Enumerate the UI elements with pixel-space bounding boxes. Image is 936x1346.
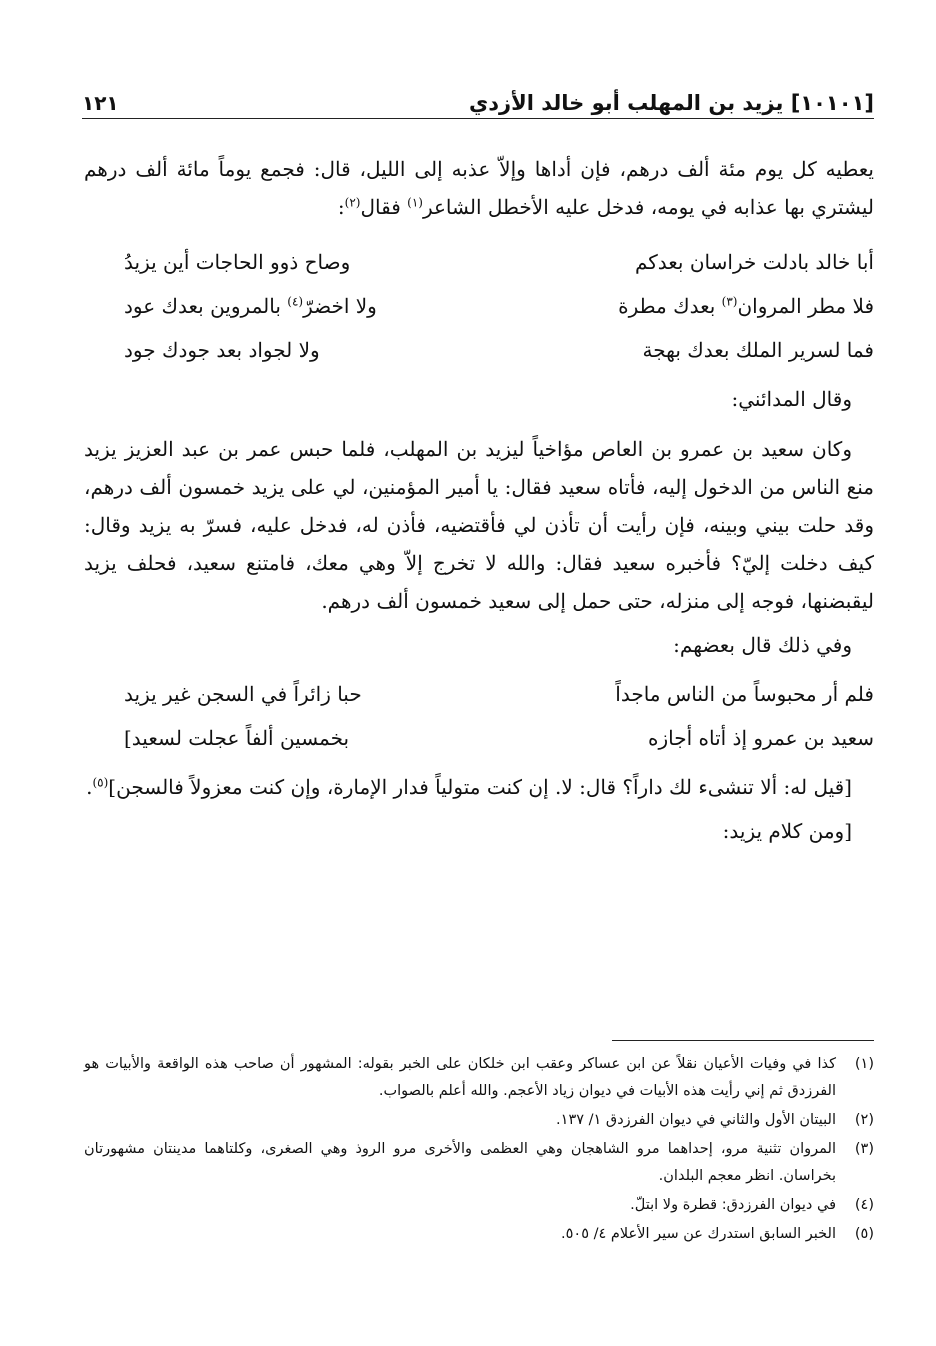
verse-text: بعدك مطرة bbox=[618, 294, 722, 318]
footnote-number: (٢) bbox=[854, 1112, 874, 1128]
footnote-ref: (٥) bbox=[92, 775, 109, 790]
footnote-divider bbox=[612, 1040, 874, 1041]
footnote-ref: (٣) bbox=[721, 294, 738, 309]
footnote-number: (٣) bbox=[854, 1141, 874, 1157]
verse-text: فلا مطر المروان bbox=[737, 294, 874, 318]
verse-line bbox=[84, 330, 874, 370]
footnote bbox=[84, 1107, 874, 1134]
footnote-ref: (٢) bbox=[344, 195, 361, 210]
page-number: ١٢١ bbox=[82, 91, 119, 115]
footnote-text: كذا في وفيات الأعيان نقلاً عن ابن عساكر وعقب ابن خلكان على الخبر بقوله: المشهور أن صاحب هذه الواقعة والأبيات هو الفرزدق ثم إني رأيت هذه الأبيات في ديوان زياد الأعجم. والله أعلم بالصواب. bbox=[84, 1056, 836, 1099]
footnote-number: (٥) bbox=[854, 1226, 874, 1242]
paragraph-text: فقال bbox=[360, 195, 408, 219]
verse-hemistich-second: ولا لجواد بعد جودك جود bbox=[124, 338, 320, 362]
verse-line bbox=[84, 286, 874, 326]
verse-line bbox=[84, 718, 874, 758]
verse-hemistich-first bbox=[544, 286, 874, 326]
paragraph-6: [ومن كلام يزيد: bbox=[722, 819, 852, 843]
header-title: [١٠١٠١] يزيد بن المهلب أبو خالد الأزدي bbox=[469, 91, 874, 115]
paragraph-3: وكان سعيد بن عمرو بن العاص مؤاخياً ليزيد بن المهلب، فلما حبس عمر بن عبد العزيز يزيد منع الناس من الدخول إليه، فأتاه سعيد فقال: يا أمير المؤمنين، لي على يزيد خمسون ألف درهم، وقد حلت بيني وبينه، فإن رأيت أن تأذن لي فأقتضيه، فأذن له، فدخل عليه، فسرّ به يزيد وقال: كيف دخلت إليّ؟ فأخبره سعيد فقال: والله لا تخرج إلاّ وهي معك، فامتنع سعيد، فحلف يزيد ليقبضنها، فوجه إلى منزله، حتى حمل إلى سعيد خمسون ألف درهم. bbox=[84, 437, 874, 613]
footnotes bbox=[84, 1040, 874, 1250]
verse-hemistich-second: حبا زائراً في السجن غير يزيد bbox=[124, 682, 362, 706]
footnote-text: البيتان الأول والثاني في ديوان الفرزدق ١/ ١٣٧. bbox=[556, 1112, 836, 1128]
footnote-number: (٤) bbox=[854, 1197, 874, 1213]
paragraph-text: : bbox=[337, 195, 345, 219]
verse-text: ولا اخضرّ bbox=[303, 294, 377, 318]
verse-hemistich-second: وصاح ذوو الحاجات أين يزيدُ bbox=[124, 250, 351, 274]
paragraph-text: يعطيه كل يوم مئة ألف درهم، فإن أداها وإلاّ عذبه إلى الليل، قال: فجمع يوماً مائة ألف درهم ليشتري بها عذابه في يومه، فدخل عليه الأخطل الشاعر bbox=[84, 157, 874, 219]
verse-hemistich-first: أبا خالد بادلت خراسان بعدكم bbox=[634, 250, 874, 274]
running-header bbox=[82, 82, 874, 119]
paragraph-text: [قيل له: ألا تنشىء لك داراً؟ قال: لا. إن كنت متولياً فدار الإمارة، وإن كنت معزولاً فالسجن] bbox=[108, 775, 852, 799]
footnote-ref: (٤) bbox=[287, 294, 304, 309]
paragraph-1 bbox=[84, 150, 874, 226]
paragraph-2: وقال المدائني: bbox=[731, 387, 852, 411]
footnote bbox=[84, 1221, 874, 1248]
footnote-text: في ديوان الفرزدق: قطرة ولا ابتلّ. bbox=[630, 1197, 836, 1213]
footnote bbox=[84, 1136, 874, 1190]
paragraph-5 bbox=[84, 768, 874, 806]
footnote bbox=[84, 1051, 874, 1105]
paragraph-4: وفي ذلك قال بعضهم: bbox=[673, 633, 852, 657]
footnote-text: الخبر السابق استدرك عن سير الأعلام ٤/ ٥٠٥. bbox=[561, 1226, 836, 1242]
footnote-ref: (١) bbox=[407, 195, 423, 210]
verse-text: بالمروين بعدك عود bbox=[124, 294, 288, 318]
footnote-number: (١) bbox=[854, 1056, 874, 1072]
footnote bbox=[84, 1192, 874, 1219]
main-text bbox=[84, 150, 874, 850]
verse-line bbox=[84, 242, 874, 282]
verse-hemistich-first: سعيد بن عمرو إذ أتاه أجازه bbox=[647, 726, 874, 750]
footnote-text: المروان تثنية مرو، إحداهما مرو الشاهجان وهي العظمى والأخرى مرو الروذ وهي الصغرى، وكلتاهما مدينتان مشهورتان بخراسان. انظر معجم البلدان. bbox=[84, 1141, 836, 1184]
paragraph-text: . bbox=[86, 775, 93, 799]
verse-hemistich-first: فما لسرير الملك بعدك بهجة bbox=[642, 338, 874, 362]
verse-hemistich-first: فلم أر محبوساً من الناس ماجداً bbox=[615, 682, 874, 706]
verse-line bbox=[84, 674, 874, 714]
verse-hemistich-second: بخمسين ألفاً عجلت لسعيد] bbox=[124, 726, 350, 750]
verse-hemistich-second bbox=[124, 286, 454, 326]
